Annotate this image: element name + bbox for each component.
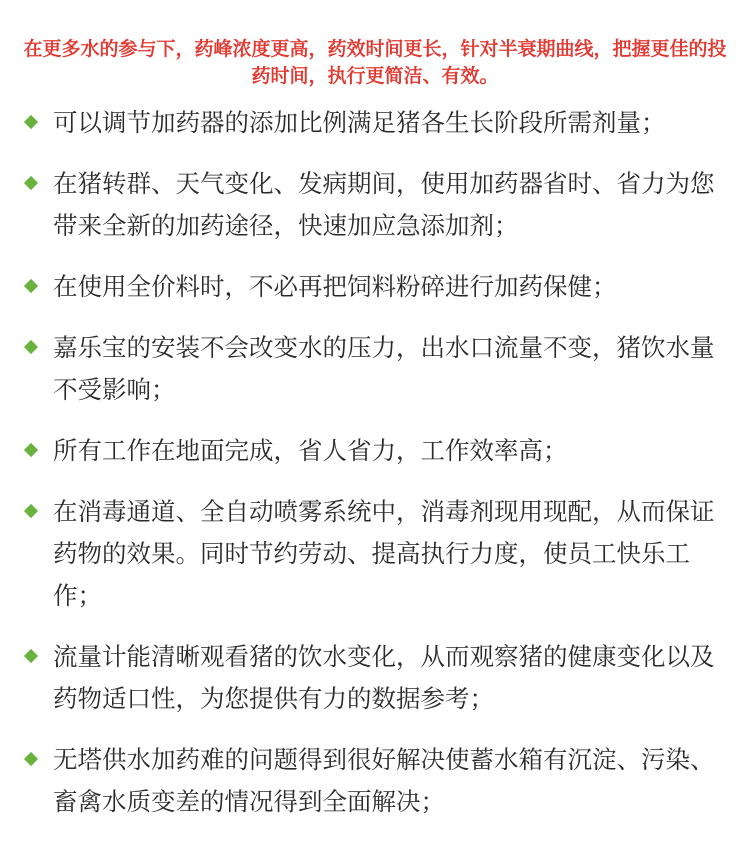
diamond-bullet-icon [24, 443, 38, 457]
list-item [0, 739, 750, 823]
list-item-text: 在使用全价料时，不必再把饲料粉碎进行加药保健； [53, 272, 617, 301]
list-item [0, 491, 750, 617]
diamond-bullet-icon [24, 279, 38, 293]
list-item-text: 嘉乐宝的安装不会改变水的压力，出水口流量不变，猪饮水量不受影响； [53, 333, 715, 404]
list-item [0, 636, 750, 720]
headline: 在更多水的参与下，药峰浓度更高，药效时间更长，针对半衰期曲线，把握更佳的投药时间，执行更简洁、有效。 [23, 38, 727, 87]
diamond-bullet-icon [24, 115, 38, 129]
diamond-bullet-icon [24, 176, 38, 190]
list-item [0, 327, 750, 411]
list-item-text: 无塔供水加药难的问题得到很好解决使蓄水箱有沉淀、污染、畜禽水质变差的情况得到全面解决； [53, 745, 715, 816]
feature-list [0, 102, 750, 842]
list-item-text: 可以调节加药器的添加比例满足猪各生长阶段所需剂量； [53, 108, 666, 137]
list-item [0, 266, 750, 308]
diamond-bullet-icon [24, 340, 38, 354]
diamond-bullet-icon [24, 649, 38, 663]
list-item-text: 在猪转群、天气变化、发病期间，使用加药器省时、省力为您带来全新的加药途径，快速加应急添加剂； [53, 169, 715, 240]
list-item-text: 在消毒通道、全自动喷雾系统中，消毒剂现用现配，从而保证药物的效果。同时节约劳动、提高执行力度，使员工快乐工作； [53, 497, 715, 610]
list-item [0, 102, 750, 144]
list-item-text: 所有工作在地面完成，省人省力，工作效率高； [53, 436, 568, 465]
list-item [0, 430, 750, 472]
diamond-bullet-icon [24, 504, 38, 518]
list-item [0, 163, 750, 247]
list-item-text: 流量计能清晰观看猪的饮水变化，从而观察猪的健康变化以及药物适口性，为您提供有力的数据参考； [53, 642, 715, 713]
diamond-bullet-icon [24, 752, 38, 766]
